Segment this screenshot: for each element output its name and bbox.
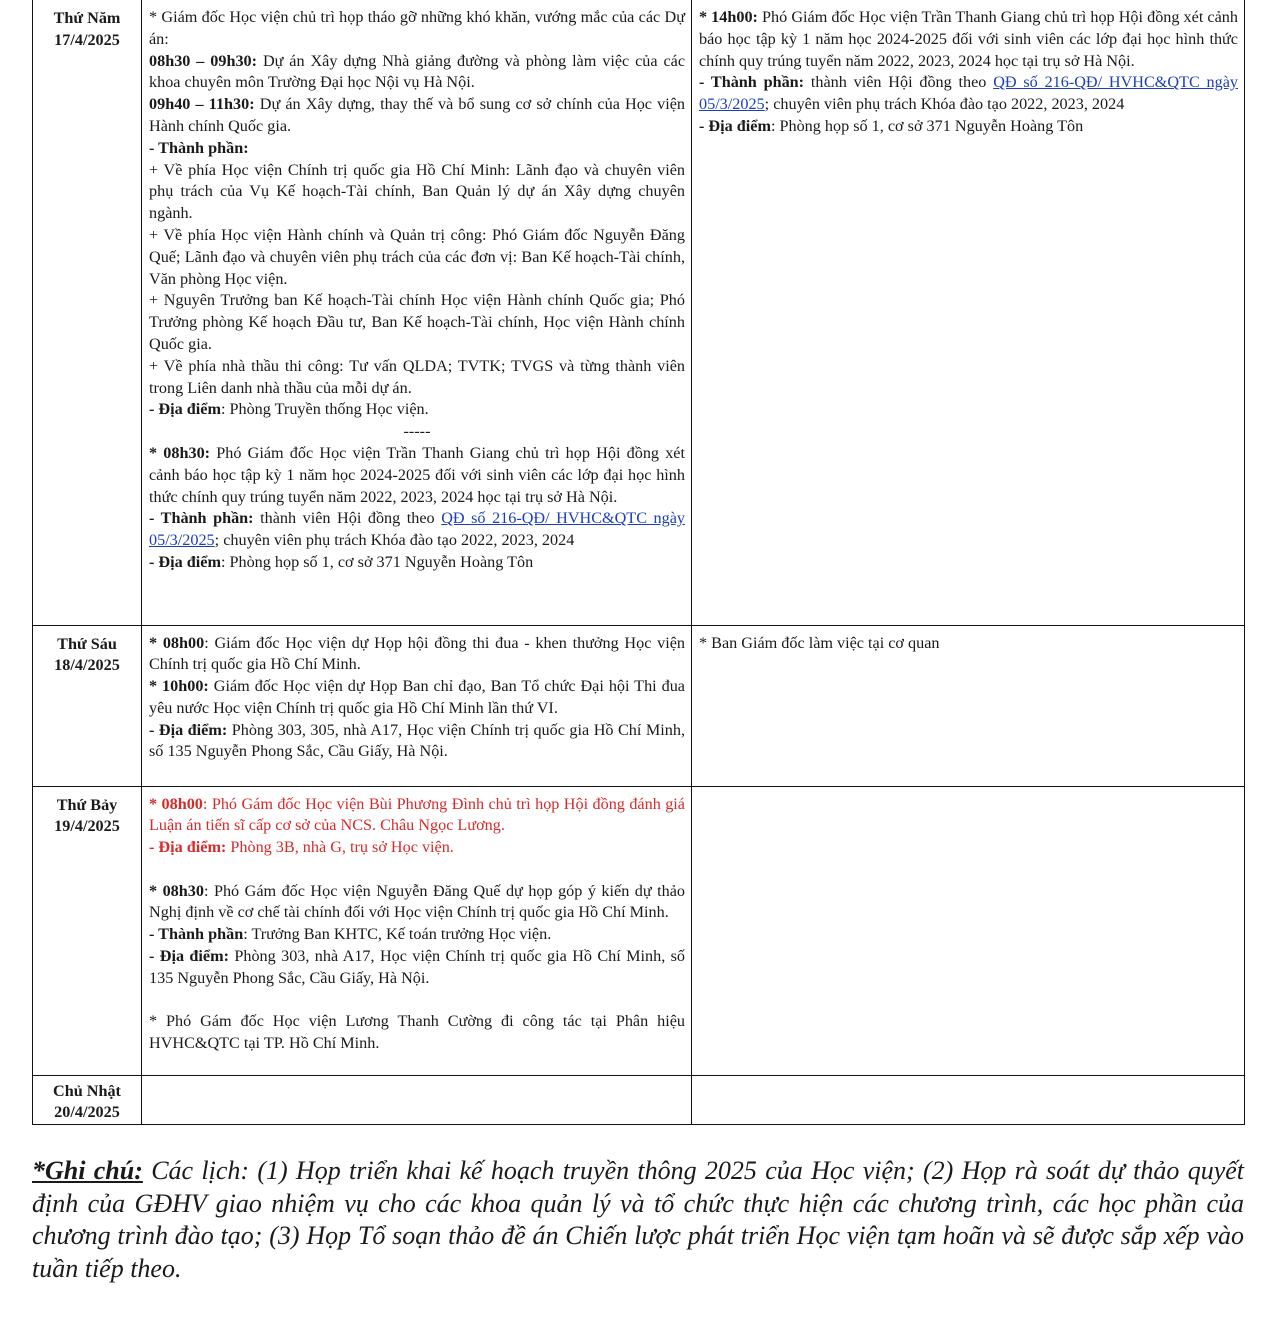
entry-text: * Phó Gám đốc Học viện Lương Thanh Cường đi công tác tại Phân hiệu HVHC&QTC tại TP. Hồ Chí Minh.	[149, 1012, 685, 1053]
entry-text: Phòng 3B, nhà G, trụ sở Học viện.	[226, 838, 454, 857]
entry-label: - Địa điểm	[149, 400, 221, 419]
day-name: Thứ Bảy	[56, 795, 118, 814]
entry-text: : Phòng Truyền thống Học viện.	[220, 400, 429, 419]
entry-text: + Về phía Học viện Hành chính và Quản trị công: Phó Giám đốc Nguyễn Đăng Quế; Lãnh đạo và chuyên viên phụ trách của các đơn vị: Ban Kế hoạch-Tài chính, Văn phòng Học viện.	[149, 225, 685, 288]
entry-time: 09h40 – 11h30:	[149, 95, 255, 114]
entry-label: - Thành phần	[149, 925, 244, 944]
entry-line	[149, 946, 685, 990]
schedule-table	[32, 0, 1245, 1125]
entry-line	[149, 633, 685, 677]
entry-label: - Địa điểm:	[149, 720, 228, 739]
schedule-row-saturday	[33, 786, 1245, 1075]
entry-time: 08h30 – 09h30:	[149, 51, 258, 70]
entry-text: Dự án Xây dựng Nhà giảng đường và phòng làm việc của các khoa chuyên môn Trường Đại học Nội vụ Hà Nội.	[149, 51, 686, 92]
entry-line	[149, 552, 685, 574]
entry-text: * Giám đốc Học viện chủ trì họp tháo gỡ những khó khăn, vướng mắc của các Dự án:	[149, 8, 685, 48]
entry-text: : Phòng họp số 1, cơ sở 371 Nguyễn Hoàng Tôn	[220, 552, 534, 571]
entry-text: : Phòng họp số 1, cơ sở 371 Nguyễn Hoàng Tôn	[770, 116, 1084, 135]
day-name: Thứ Năm	[53, 9, 121, 27]
entry-line	[149, 676, 685, 720]
entry-text: + Về phía Học viện Chính trị quốc gia Hồ Chí Minh: Lãnh đạo và chuyên viên phụ trách của Vụ Kế hoạch-Tài chính, Ban Quản lý dự án Xây dựng chuyên ngành.	[149, 160, 685, 223]
entry-label: - Địa điểm:	[149, 838, 227, 857]
entry-line	[149, 51, 685, 95]
day-name: Chủ Nhật	[53, 1081, 121, 1100]
footnote-label: *Ghi chú:	[32, 1156, 143, 1185]
entry-time: * 10h00:	[149, 677, 209, 696]
entry-label: - Địa điểm:	[149, 947, 229, 966]
entry-text: ; chuyên viên phụ trách Khóa đào tạo 2022, 2023, 2024	[764, 95, 1125, 114]
entry-time: * 08h30	[149, 881, 204, 900]
entry-text: Phó Giám đốc Học viện Trần Thanh Giang chủ trì họp Hội đồng xét cảnh báo học tập kỳ 1 năm học 2024-2025 đối với sinh viên các lớp đại học hình thức chính quy trúng tuyển năm 2022, 2023, 2024 học tại trụ sở Hà Nội.	[149, 443, 685, 506]
entry-text: Phó Giám đốc Học viện Trần Thanh Giang chủ trì họp Hội đồng xét cảnh báo học tập kỳ 1 năm học 2024-2025 đối với sinh viên các lớp đại học hình thức chính quy trúng tuyển năm 2022, 2023, 2024 học tại trụ sở Hà Nội.	[699, 8, 1238, 70]
entry-label: - Thành phần:	[149, 509, 254, 528]
entry-line	[149, 94, 685, 138]
afternoon-cell	[692, 786, 1245, 1075]
entry-separator: -----	[403, 422, 431, 441]
entry-line	[699, 72, 1238, 116]
entry-time: * 08h00	[149, 633, 205, 652]
day-date: 19/4/2025	[54, 817, 120, 836]
entry-text: Phòng 303, nhà A17, Học viện Chính trị quốc gia Hồ Chí Minh, số 135 Nguyễn Phong Sắc, Cầu Giấy, Hà Nội.	[149, 947, 686, 987]
day-date: 17/4/2025	[54, 30, 120, 49]
entry-line	[149, 443, 685, 508]
entry-text: : Trưởng Ban KHTC, Kế toán trưởng Học viện.	[243, 925, 552, 944]
entry-gap	[149, 859, 685, 881]
footnote-text: Các lịch: (1) Họp triển khai kế hoạch truyền thông 2025 của Học viện; (2) Họp rà soát dự thảo quyết định của GĐHV giao nhiệm vụ cho các khoa quản lý và tổ chức thực hiện các chương trình, các học phần của chương trình đào tạo; (3) Họp Tổ soạn thảo đề án Chiến lược phát triển Học viện tạm hoãn và sẽ được sắp xếp vào tuần tiếp theo.	[32, 1156, 1245, 1283]
morning-cell	[142, 0, 692, 625]
entry-line	[699, 116, 1238, 138]
entry-label: - Địa điểm	[699, 116, 771, 135]
entry-text: thành viên Hội đồng theo	[253, 509, 442, 528]
entry-line	[699, 7, 1238, 72]
day-date: 20/4/2025	[54, 1103, 120, 1122]
day-cell	[33, 0, 142, 625]
morning-cell	[142, 1075, 692, 1125]
entry-line	[149, 794, 685, 838]
decision-link[interactable]: QĐ số 216-QĐ/ HVHC&QTC ngày 05/3/2025	[149, 509, 685, 550]
entry-line	[149, 924, 685, 946]
entry-line	[149, 399, 685, 421]
entry-label: - Thành phần:	[699, 73, 805, 92]
entry-gap	[149, 990, 685, 1012]
entry-text: ; chuyên viên phụ trách Khóa đào tạo 2022, 2023, 2024	[214, 531, 575, 550]
morning-cell	[142, 625, 692, 786]
entry-heading: - Thành phần:	[149, 138, 249, 157]
entry-text: thành viên Hội đồng theo	[804, 73, 994, 92]
day-cell	[33, 1075, 142, 1125]
day-date: 18/4/2025	[54, 656, 120, 675]
entry-text: : Phó Gám đốc Học viện Nguyễn Đăng Quế dự họp góp ý kiến dự thảo Nghị định về cơ chế tài chính đối với Học viện Chính trị quốc gia Hồ Chí Minh.	[149, 881, 685, 922]
morning-cell	[142, 786, 692, 1075]
entry-line	[149, 720, 685, 764]
day-cell	[33, 625, 142, 786]
afternoon-cell	[692, 1075, 1245, 1125]
entry-line	[149, 837, 685, 859]
entry-time: * 14h00:	[699, 8, 758, 26]
afternoon-cell	[692, 0, 1245, 625]
entry-text: Dự án Xây dựng, thay thế và bổ sung cơ sở chính của Học viện Hành chính Quốc gia.	[149, 95, 685, 135]
entry-text: : Phó Gám đốc Học viện Bùi Phương Đình chủ trì họp Hội đồng đánh giá Luận án tiến sĩ cấp cơ sở của NCS. Châu Ngọc Lương.	[149, 794, 685, 835]
entry-time: * 08h00	[149, 794, 203, 813]
day-cell	[33, 786, 142, 1075]
footnote	[32, 1155, 1244, 1285]
schedule-row-sunday	[33, 1075, 1245, 1125]
entry-text: : Giám đốc Học viện dự Họp hội đồng thi đua - khen thưởng Học viện Chính trị quốc gia Hồ Chí Minh.	[149, 633, 685, 674]
schedule-row-friday	[33, 625, 1245, 786]
entry-text: Giám đốc Học viện dự Họp Ban chỉ đạo, Ban Tổ chức Đại hội Thi đua yêu nước Học viện Chính trị quốc gia Hồ Chí Minh lần thứ VI.	[149, 677, 685, 717]
entry-time: * 08h30:	[149, 443, 211, 462]
afternoon-cell	[692, 625, 1245, 786]
entry-text: + Nguyên Trưởng ban Kế hoạch-Tài chính Học viện Hành chính Quốc gia; Phó Trưởng phòng Kế hoạch Đầu tư, Ban Kế hoạch-Tài chính, Học viện Hành chính Quốc gia.	[149, 291, 685, 353]
entry-text: Phòng 303, 305, nhà A17, Học viện Chính trị quốc gia Hồ Chí Minh, số 135 Nguyễn Phong Sắc, Cầu Giấy, Hà Nội.	[149, 720, 685, 761]
entry-text: + Về phía nhà thầu thi công: Tư vấn QLDA; TVTK; TVGS và từng thành viên trong Liên danh nhà thầu của mỗi dự án.	[149, 356, 685, 397]
entry-line	[149, 881, 685, 925]
day-name: Thứ Sáu	[57, 634, 117, 653]
decision-link[interactable]: QĐ số 216-QĐ/ HVHC&QTC ngày 05/3/2025	[699, 73, 1238, 114]
schedule-row-thursday	[33, 0, 1245, 625]
entry-text: * Ban Giám đốc làm việc tại cơ quan	[699, 633, 940, 652]
entry-line	[149, 508, 685, 552]
entry-label: - Địa điểm	[149, 552, 221, 571]
